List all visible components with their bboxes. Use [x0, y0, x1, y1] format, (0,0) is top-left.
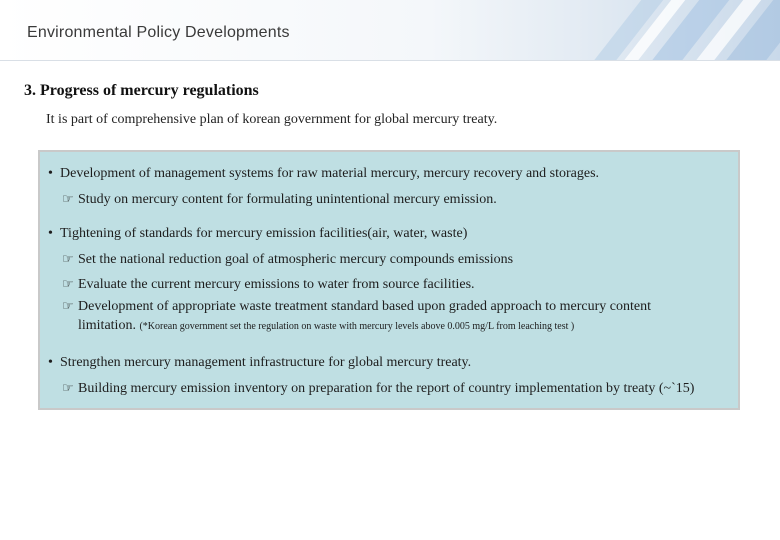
header-divider: [0, 60, 780, 61]
bullet-icon: •: [48, 226, 53, 241]
list-item: [48, 226, 467, 242]
pointing-hand-icon: ☞: [62, 381, 74, 396]
pointing-hand-icon: ☞: [62, 277, 74, 292]
section-title: 3. Progress of mercury regulations: [24, 82, 259, 99]
sub-item: [62, 192, 497, 208]
bullet-icon: •: [48, 355, 53, 370]
sub-item-text: Evaluate the current mercury emissions to water from source facilities.: [78, 277, 475, 292]
sub-item: [62, 252, 513, 268]
sub-item-text: Set the national reduction goal of atmospheric mercury compounds emissions: [78, 252, 514, 267]
page-title: Environmental Policy Developments: [27, 24, 290, 41]
pointing-hand-icon: ☞: [62, 252, 74, 267]
sub-item-text: Development of appropriate waste treatment standard based upon graded approach to mercury content: [78, 299, 652, 314]
content-box: [38, 150, 740, 410]
sub-item: [62, 299, 651, 315]
sub-item: [62, 381, 694, 397]
header-banner: [0, 0, 780, 60]
list-item: [48, 166, 599, 182]
list-item: [48, 355, 471, 371]
bullet-icon: •: [48, 166, 53, 181]
sub-item-text: Study on mercury content for formulating unintentional mercury emission.: [78, 192, 497, 207]
pointing-hand-icon: ☞: [62, 192, 74, 207]
sub-item-continuation: [78, 318, 574, 334]
continuation-text: limitation.: [78, 318, 136, 333]
section-subtitle: It is part of comprehensive plan of korean government for global mercury treaty.: [46, 112, 498, 127]
item-text: Development of management systems for raw material mercury, mercury recovery and storages.: [60, 166, 600, 181]
footnote-text: (*Korean government set the regulation on waste with mercury levels above 0.005 mg/L from leaching test ): [139, 321, 575, 332]
sub-item-text: Building mercury emission inventory on preparation for the report of country implementation by treaty (~`15): [78, 381, 695, 396]
item-text: Strengthen mercury management infrastructure for global mercury treaty.: [60, 355, 472, 370]
sub-item: [62, 277, 475, 293]
item-text: Tightening of standards for mercury emission facilities(air, water, waste): [60, 226, 468, 241]
pointing-hand-icon: ☞: [62, 299, 74, 314]
